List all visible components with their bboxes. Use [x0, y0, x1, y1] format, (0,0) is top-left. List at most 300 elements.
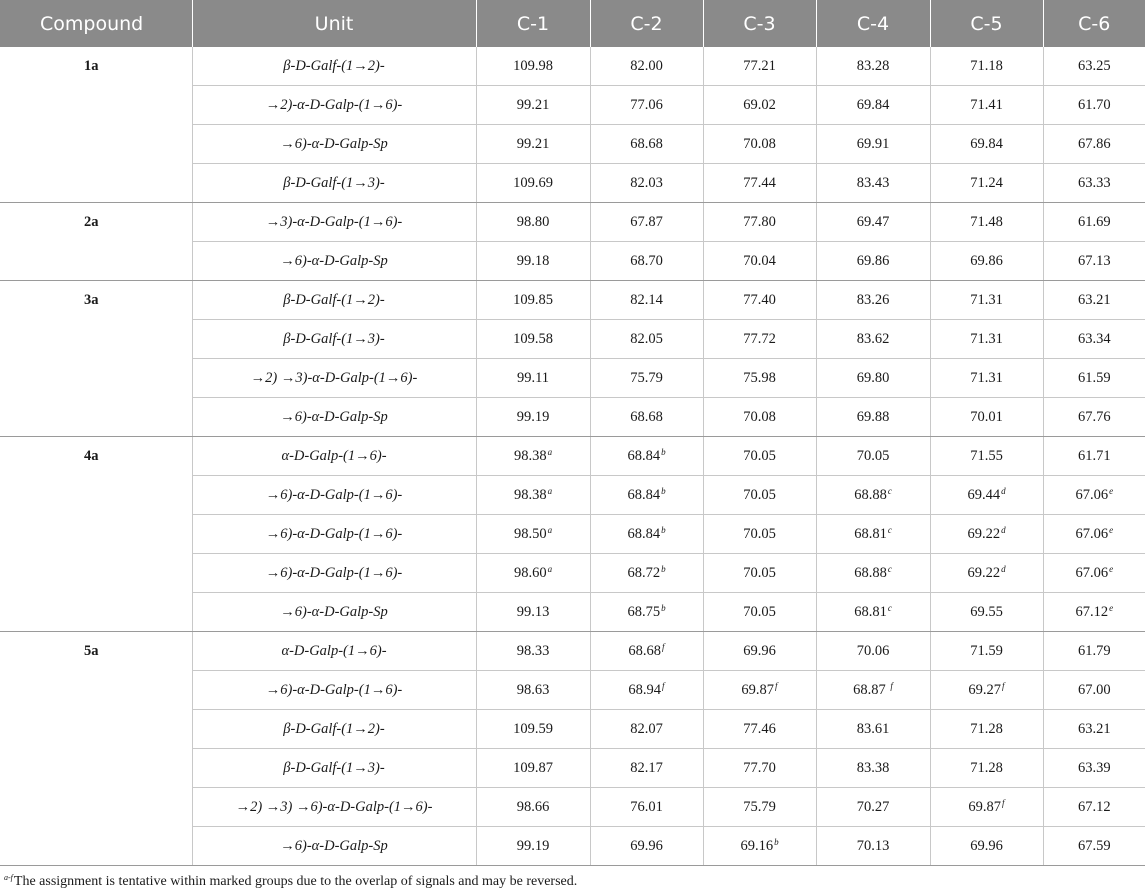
shift-value: 68.70: [630, 252, 663, 269]
table-header: [0, 0, 1145, 47]
shift-value: 82.14: [630, 291, 663, 308]
shift-cell-c2: [590, 788, 703, 827]
shift-cell-c5: [930, 203, 1043, 242]
shift-value: 71.41: [970, 96, 1003, 113]
shift-value: 77.70: [743, 759, 776, 776]
shift-cell-c6: [1043, 281, 1145, 320]
shift-cell-c3: [703, 710, 816, 749]
shift-value: 71.31: [970, 330, 1003, 347]
shift-cell-c4: [816, 281, 930, 320]
shift-value: 70.05: [743, 564, 776, 581]
shift-value: 69.91: [856, 135, 890, 152]
shift-cell-c5: [930, 710, 1043, 749]
table-row: [0, 632, 1145, 671]
unit-cell: β-D-Galf-(1→2)-: [192, 710, 476, 749]
shift-value: 75.79: [743, 798, 776, 815]
unit-cell: →3)-α-D-Galp-(1→6)-: [192, 203, 476, 242]
shift-value: 68.88: [854, 564, 887, 581]
shift-cell-c4: [816, 359, 930, 398]
shift-value: 67.06: [1075, 525, 1109, 542]
shift-cell-c3: [703, 164, 816, 203]
shift-value: 61.70: [1077, 96, 1111, 113]
shift-cell-c4: [816, 827, 930, 866]
shift-cell-c5: [930, 320, 1043, 359]
shift-cell-c1: [476, 632, 590, 671]
shift-cell-c1: [476, 515, 590, 554]
unit-cell: →6)-α-D-Galp-Sp: [192, 125, 476, 164]
shift-value: 99.13: [516, 603, 550, 620]
shift-cell-c6: [1043, 515, 1145, 554]
shift-value: 109.59: [513, 720, 553, 737]
assignment-marker: d: [1001, 563, 1006, 574]
shift-cell-c2: [590, 554, 703, 593]
shift-value: 83.38: [856, 759, 890, 776]
shift-value: 69.47: [856, 213, 890, 230]
assignment-marker: f: [890, 680, 893, 691]
shift-value: 67.06: [1075, 564, 1109, 581]
unit-cell: β-D-Galf-(1→3)-: [192, 749, 476, 788]
shift-cell-c2: [590, 827, 703, 866]
assignment-marker: a: [547, 485, 553, 496]
shift-value: 68.87: [853, 681, 890, 698]
shift-cell-c3: [703, 788, 816, 827]
shift-cell-c3: [703, 554, 816, 593]
shift-value: 82.17: [630, 759, 663, 776]
shift-cell-c3: [703, 593, 816, 632]
shift-value: 70.05: [856, 447, 890, 464]
column-header-c-2: C-2: [590, 0, 703, 47]
shift-cell-c1: [476, 749, 590, 788]
table-row: [0, 47, 1145, 86]
shift-value: 68.94: [628, 681, 662, 698]
shift-value: 67.12: [1075, 603, 1109, 620]
shift-value: 99.18: [516, 252, 550, 269]
unit-cell: β-D-Galf-(1→3)-: [192, 164, 476, 203]
unit-cell: α-D-Galp-(1→6)-: [192, 437, 476, 476]
shift-cell-c1: [476, 554, 590, 593]
assignment-marker: c: [887, 602, 892, 613]
table-row: [0, 203, 1145, 242]
shift-value: 75.98: [743, 369, 776, 386]
shift-cell-c5: [930, 47, 1043, 86]
shift-value: 68.88: [854, 486, 887, 503]
shift-value: 77.80: [743, 213, 776, 230]
shift-value: 70.04: [743, 252, 776, 269]
shift-cell-c2: [590, 437, 703, 476]
shift-value: 63.21: [1077, 720, 1111, 737]
compound-label: 4a: [0, 437, 192, 632]
shift-cell-c5: [930, 125, 1043, 164]
shift-cell-c1: [476, 671, 590, 710]
shift-value: 99.21: [516, 96, 550, 113]
shift-value: 63.25: [1077, 57, 1111, 74]
shift-cell-c4: [816, 437, 930, 476]
unit-cell: β-D-Galf-(1→2)-: [192, 281, 476, 320]
shift-cell-c2: [590, 164, 703, 203]
shift-value: 69.84: [856, 96, 890, 113]
shift-cell-c2: [590, 47, 703, 86]
shift-value: 109.98: [513, 57, 553, 74]
shift-cell-c4: [816, 203, 930, 242]
shift-value: 67.00: [1077, 681, 1111, 698]
shift-value: 98.66: [516, 798, 550, 815]
column-header-c-5: C-5: [930, 0, 1043, 47]
shift-cell-c3: [703, 632, 816, 671]
shift-value: 71.55: [970, 447, 1003, 464]
shift-cell-c6: [1043, 398, 1145, 437]
shift-value: 77.72: [743, 330, 776, 347]
shift-value: 71.48: [970, 213, 1003, 230]
shift-value: 68.68: [630, 135, 663, 152]
unit-cell: →6)-α-D-Galp-(1→6)-: [192, 476, 476, 515]
shift-cell-c6: [1043, 827, 1145, 866]
shift-value: 77.44: [743, 174, 776, 191]
shift-value: 67.87: [630, 213, 663, 230]
shift-cell-c6: [1043, 554, 1145, 593]
shift-value: 68.68: [630, 408, 663, 425]
shift-cell-c3: [703, 671, 816, 710]
assignment-marker: d: [1001, 485, 1006, 496]
shift-value: 68.72: [627, 564, 661, 581]
assignment-marker: b: [774, 836, 779, 847]
shift-cell-c3: [703, 359, 816, 398]
shift-value: 83.43: [856, 174, 890, 191]
shift-cell-c5: [930, 632, 1043, 671]
shift-value: 63.21: [1077, 291, 1111, 308]
assignment-marker: a: [547, 563, 553, 574]
shift-cell-c2: [590, 632, 703, 671]
unit-cell: →6)-α-D-Galp-Sp: [192, 827, 476, 866]
shift-cell-c6: [1043, 632, 1145, 671]
shift-cell-c1: [476, 476, 590, 515]
shift-cell-c5: [930, 359, 1043, 398]
shift-value: 69.84: [970, 135, 1003, 152]
shift-cell-c4: [816, 476, 930, 515]
shift-cell-c5: [930, 671, 1043, 710]
shift-value: 69.96: [630, 837, 663, 854]
shift-cell-c4: [816, 554, 930, 593]
shift-value: 70.05: [743, 525, 776, 542]
shift-cell-c1: [476, 242, 590, 281]
assignment-marker: f: [775, 680, 778, 691]
shift-cell-c2: [590, 242, 703, 281]
column-header-compound: Compound: [0, 0, 192, 47]
shift-cell-c1: [476, 281, 590, 320]
shift-value: 61.71: [1077, 447, 1111, 464]
shift-value: 83.26: [856, 291, 890, 308]
shift-cell-c4: [816, 242, 930, 281]
shift-value: 70.05: [743, 447, 776, 464]
shift-cell-c2: [590, 671, 703, 710]
column-header-c-3: C-3: [703, 0, 816, 47]
shift-value: 77.06: [630, 96, 663, 113]
shift-value: 70.13: [856, 837, 890, 854]
shift-cell-c6: [1043, 359, 1145, 398]
assignment-marker: f: [1002, 797, 1005, 808]
unit-cell: →2)-α-D-Galp-(1→6)-: [192, 86, 476, 125]
shift-value: 83.28: [856, 57, 890, 74]
shift-cell-c3: [703, 749, 816, 788]
assignment-marker: c: [887, 563, 892, 574]
assignment-marker: b: [661, 563, 666, 574]
shift-cell-c5: [930, 86, 1043, 125]
shift-value: 69.80: [856, 369, 890, 386]
shift-value: 71.28: [970, 720, 1003, 737]
compound-label: 5a: [0, 632, 192, 866]
assignment-marker: c: [887, 485, 892, 496]
shift-value: 70.05: [743, 486, 776, 503]
shift-value: 99.19: [516, 408, 550, 425]
column-header-c-6: C-6: [1043, 0, 1145, 47]
unit-cell: →2) →3)-α-D-Galp-(1→6)-: [192, 359, 476, 398]
shift-cell-c6: [1043, 242, 1145, 281]
shift-value: 76.01: [630, 798, 663, 815]
shift-cell-c5: [930, 749, 1043, 788]
shift-cell-c1: [476, 320, 590, 359]
shift-cell-c5: [930, 515, 1043, 554]
shift-value: 99.11: [516, 369, 550, 386]
shift-cell-c1: [476, 125, 590, 164]
shift-value: 69.96: [743, 642, 776, 659]
shift-cell-c1: [476, 788, 590, 827]
shift-cell-c3: [703, 242, 816, 281]
shift-value: 77.46: [743, 720, 776, 737]
unit-cell: →6)-α-D-Galp-Sp: [192, 242, 476, 281]
compound-label: 2a: [0, 203, 192, 281]
shift-cell-c3: [703, 86, 816, 125]
shift-cell-c1: [476, 398, 590, 437]
shift-value: 70.06: [856, 642, 890, 659]
shift-value: 70.08: [743, 408, 776, 425]
assignment-marker: d: [1001, 524, 1006, 535]
assignment-marker: e: [1109, 563, 1114, 574]
shift-value: 67.12: [1077, 798, 1111, 815]
shift-value: 68.84: [627, 486, 661, 503]
shift-value: 68.84: [627, 525, 661, 542]
shift-value: 69.87: [968, 798, 1002, 815]
shift-value: 77.40: [743, 291, 776, 308]
shift-cell-c3: [703, 437, 816, 476]
shift-value: 109.87: [513, 759, 553, 776]
assignment-marker: e: [1109, 524, 1114, 535]
shift-value: 109.58: [513, 330, 553, 347]
shift-cell-c4: [816, 515, 930, 554]
shift-cell-c2: [590, 359, 703, 398]
shift-value: 68.81: [854, 525, 887, 542]
shift-cell-c3: [703, 203, 816, 242]
shift-value: 98.80: [516, 213, 550, 230]
shift-cell-c1: [476, 593, 590, 632]
shift-value: 75.79: [630, 369, 663, 386]
shift-cell-c4: [816, 164, 930, 203]
compound-label: 1a: [0, 47, 192, 203]
shift-value: 61.69: [1077, 213, 1111, 230]
shift-value: 98.38: [513, 447, 547, 464]
column-header-c-4: C-4: [816, 0, 930, 47]
shift-value: 70.01: [970, 408, 1003, 425]
shift-cell-c3: [703, 47, 816, 86]
shift-cell-c5: [930, 242, 1043, 281]
shift-cell-c5: [930, 788, 1043, 827]
assignment-marker: a: [547, 446, 553, 457]
shift-value: 82.05: [630, 330, 663, 347]
assignment-marker: e: [1109, 602, 1114, 613]
shift-value: 68.75: [627, 603, 661, 620]
shift-cell-c5: [930, 437, 1043, 476]
shift-cell-c1: [476, 164, 590, 203]
shift-value: 69.86: [970, 252, 1003, 269]
unit-cell: β-D-Galf-(1→2)-: [192, 47, 476, 86]
shift-cell-c4: [816, 749, 930, 788]
shift-value: 67.76: [1077, 408, 1111, 425]
shift-cell-c4: [816, 398, 930, 437]
shift-value: 71.18: [970, 57, 1003, 74]
column-header-c-1: C-1: [476, 0, 590, 47]
assignment-marker: e: [1109, 485, 1114, 496]
shift-value: 99.21: [516, 135, 550, 152]
assignment-marker: b: [661, 602, 666, 613]
shift-cell-c1: [476, 359, 590, 398]
shift-cell-c5: [930, 554, 1043, 593]
shift-value: 69.44: [967, 486, 1001, 503]
shift-cell-c5: [930, 827, 1043, 866]
assignment-marker: b: [661, 485, 666, 496]
shift-cell-c4: [816, 86, 930, 125]
shift-value: 98.63: [516, 681, 550, 698]
shift-cell-c2: [590, 203, 703, 242]
unit-cell: →6)-α-D-Galp-Sp: [192, 398, 476, 437]
shift-cell-c4: [816, 632, 930, 671]
shift-cell-c2: [590, 125, 703, 164]
shift-cell-c6: [1043, 203, 1145, 242]
shift-cell-c4: [816, 710, 930, 749]
shift-value: 68.84: [627, 447, 661, 464]
shift-cell-c4: [816, 671, 930, 710]
shift-value: 67.59: [1077, 837, 1111, 854]
shift-cell-c5: [930, 281, 1043, 320]
compound-label: 3a: [0, 281, 192, 437]
unit-cell: →6)-α-D-Galp-(1→6)-: [192, 671, 476, 710]
shift-value: 71.31: [970, 291, 1003, 308]
shift-value: 71.28: [970, 759, 1003, 776]
shift-value: 82.03: [630, 174, 663, 191]
shift-cell-c1: [476, 86, 590, 125]
shift-cell-c6: [1043, 710, 1145, 749]
shift-value: 63.33: [1077, 174, 1111, 191]
shift-cell-c2: [590, 86, 703, 125]
shift-cell-c2: [590, 515, 703, 554]
shift-value: 83.62: [856, 330, 890, 347]
shift-cell-c2: [590, 281, 703, 320]
shift-cell-c3: [703, 281, 816, 320]
shift-cell-c4: [816, 593, 930, 632]
shift-value: 71.24: [970, 174, 1003, 191]
shift-cell-c6: [1043, 593, 1145, 632]
unit-cell: β-D-Galf-(1→3)-: [192, 320, 476, 359]
shift-cell-c5: [930, 593, 1043, 632]
assignment-marker: b: [661, 446, 666, 457]
shift-value: 109.69: [513, 174, 553, 191]
shift-value: 69.87: [741, 681, 775, 698]
shift-value: 69.86: [856, 252, 890, 269]
footnote-text: The assignment is tentative within marked groups due to the overlap of signals and may be reversed.: [13, 874, 578, 889]
shift-value: 98.33: [516, 642, 550, 659]
unit-cell: →2) →3) →6)-α-D-Galp-(1→6)-: [192, 788, 476, 827]
shift-value: 63.39: [1077, 759, 1111, 776]
shift-cell-c6: [1043, 86, 1145, 125]
assignment-marker: b: [661, 524, 666, 535]
shift-value: 69.55: [970, 603, 1003, 620]
shift-value: 109.85: [513, 291, 553, 308]
shift-cell-c1: [476, 47, 590, 86]
shift-cell-c2: [590, 593, 703, 632]
shift-value: 68.68: [628, 642, 662, 659]
shift-value: 82.07: [630, 720, 663, 737]
shift-value: 63.34: [1077, 330, 1111, 347]
shift-cell-c1: [476, 827, 590, 866]
shift-cell-c4: [816, 47, 930, 86]
shift-cell-c6: [1043, 125, 1145, 164]
shift-cell-c6: [1043, 788, 1145, 827]
shift-cell-c3: [703, 398, 816, 437]
shift-cell-c6: [1043, 437, 1145, 476]
shift-value: 70.08: [743, 135, 776, 152]
shift-cell-c6: [1043, 320, 1145, 359]
shift-cell-c1: [476, 710, 590, 749]
shift-cell-c4: [816, 320, 930, 359]
shift-cell-c3: [703, 320, 816, 359]
shift-value: 61.59: [1077, 369, 1111, 386]
shift-value: 71.31: [970, 369, 1003, 386]
shift-cell-c2: [590, 710, 703, 749]
shift-cell-c5: [930, 398, 1043, 437]
shift-value: 61.79: [1077, 642, 1111, 659]
shift-value: 98.60: [513, 564, 547, 581]
column-header-unit: Unit: [192, 0, 476, 47]
shift-value: 69.27: [968, 681, 1002, 698]
assignment-marker: f: [1002, 680, 1005, 691]
shift-value: 67.13: [1077, 252, 1111, 269]
shift-cell-c6: [1043, 47, 1145, 86]
shift-cell-c6: [1043, 749, 1145, 788]
shift-value: 67.86: [1077, 135, 1111, 152]
shift-cell-c3: [703, 125, 816, 164]
shift-cell-c2: [590, 476, 703, 515]
shift-value: 69.88: [856, 408, 890, 425]
unit-cell: →6)-α-D-Galp-(1→6)-: [192, 554, 476, 593]
shift-cell-c1: [476, 203, 590, 242]
table-row: [0, 281, 1145, 320]
assignment-marker: c: [887, 524, 892, 535]
shift-cell-c2: [590, 398, 703, 437]
shift-cell-c3: [703, 515, 816, 554]
shift-value: 71.59: [970, 642, 1003, 659]
shift-cell-c3: [703, 827, 816, 866]
shift-value: 77.21: [743, 57, 776, 74]
unit-cell: α-D-Galp-(1→6)-: [192, 632, 476, 671]
shift-cell-c6: [1043, 476, 1145, 515]
unit-cell: →6)-α-D-Galp-Sp: [192, 593, 476, 632]
shift-value: 69.02: [743, 96, 776, 113]
shift-value: 68.81: [854, 603, 887, 620]
header-row: [0, 0, 1145, 47]
table-body: [0, 47, 1145, 866]
assignment-marker: f: [662, 680, 665, 691]
shift-value: 70.05: [743, 603, 776, 620]
unit-cell: →6)-α-D-Galp-(1→6)-: [192, 515, 476, 554]
shift-value: 98.38: [513, 486, 547, 503]
shift-value: 99.19: [516, 837, 550, 854]
